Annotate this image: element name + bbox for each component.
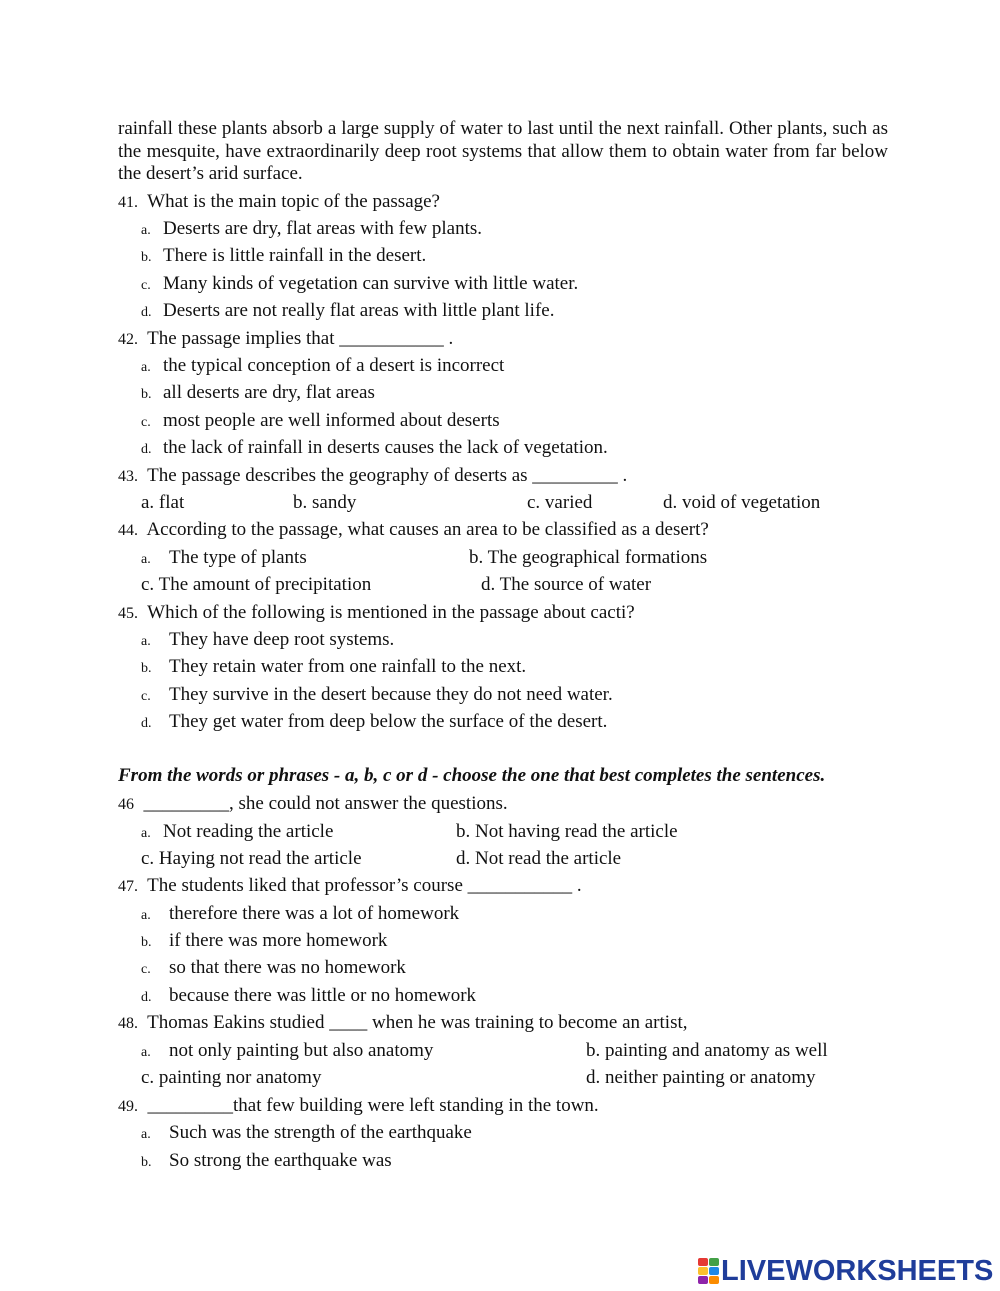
passage-end: rainfall these plants absorb a large supply of water to last until the next rainfall. Other plants, such as the mesquite, have extraordinarily deep root systems that allow them to obtain water from far below the desert’s arid surface. (118, 118, 888, 184)
option-48b[interactable]: b. painting and anatomy as well (586, 1040, 828, 1061)
question-number: 46 (118, 796, 134, 813)
question-number: 47. (118, 878, 138, 895)
option-44b[interactable]: b. The geographical formations (469, 547, 708, 568)
option-49b[interactable]: b. So strong the earthquake was (141, 1150, 392, 1171)
option-45d[interactable]: d. They get water from deep below the surface of the desert. (141, 711, 608, 732)
option-48d[interactable]: d. neither painting or anatomy (586, 1067, 816, 1088)
option-46a[interactable]: a. Not reading the article (141, 821, 334, 842)
question-45 (118, 602, 635, 625)
option-45a[interactable]: a. They have deep root systems. (141, 629, 395, 650)
question-46 (118, 793, 508, 816)
option-43b[interactable]: b. sandy (293, 492, 357, 513)
option-47d[interactable]: d. because there was little or no homework (141, 985, 477, 1006)
option-47c[interactable]: c. so that there was no homework (141, 957, 406, 978)
question-number: 45. (118, 605, 138, 622)
option-41d[interactable]: d. Deserts are not really flat areas with little plant life. (141, 300, 555, 321)
logo-block (709, 1267, 719, 1275)
option-42b[interactable]: b. all deserts are dry, flat areas (141, 382, 375, 403)
question-42 (118, 328, 453, 351)
question-number: 43. (118, 468, 138, 485)
section-instruction: From the words or phrases - a, b, c or d - choose the one that best completes the sentences. (118, 765, 826, 786)
option-41a[interactable]: a. Deserts are dry, flat areas with few plants. (141, 218, 483, 239)
option-41c[interactable]: c. Many kinds of vegetation can survive with little water. (141, 273, 579, 294)
question-text: The passage describes the geography of deserts as _________ . (147, 465, 628, 486)
question-number: 41. (118, 194, 138, 211)
option-43d[interactable]: d. void of vegetation (663, 492, 821, 513)
question-number: 48. (118, 1015, 138, 1032)
question-number: 44. (118, 522, 138, 539)
question-text: _________that few building were left standing in the town. (147, 1095, 599, 1116)
option-43c[interactable]: c. varied (527, 492, 593, 513)
option-46d[interactable]: d. Not read the article (456, 848, 622, 869)
option-45c[interactable]: c. They survive in the desert because they do not need water. (141, 684, 613, 705)
option-42a[interactable]: a. the typical conception of a desert is incorrect (141, 355, 505, 376)
logo-text: LIVEWORKSHEETS (721, 1254, 994, 1287)
option-42d[interactable]: d. the lack of rainfall in deserts causes the lack of vegetation. (141, 437, 608, 458)
logo-block (698, 1267, 708, 1275)
question-number: 42. (118, 331, 138, 348)
liveworksheets-logo (698, 1255, 993, 1287)
question-text: Which of the following is mentioned in the passage about cacti? (147, 602, 635, 623)
question-text: Thomas Eakins studied ____ when he was training to become an artist, (147, 1012, 688, 1033)
option-41b[interactable]: b. There is little rainfall in the desert. (141, 245, 427, 266)
question-41 (118, 191, 440, 214)
option-44a[interactable]: a. The type of plants (141, 547, 307, 568)
option-47b[interactable]: b. if there was more homework (141, 930, 388, 951)
option-48a[interactable]: a. not only painting but also anatomy (141, 1040, 434, 1061)
option-44c[interactable]: c. The amount of precipitation (141, 574, 372, 595)
option-45b[interactable]: b. They retain water from one rainfall to the next. (141, 656, 527, 677)
question-text: What is the main topic of the passage? (147, 191, 440, 212)
logo-blocks-icon (698, 1258, 719, 1284)
question-number: 49. (118, 1098, 138, 1115)
question-49 (118, 1095, 599, 1118)
question-text: The passage implies that ___________ . (147, 328, 454, 349)
option-49a[interactable]: a. Such was the strength of the earthquake (141, 1122, 472, 1143)
option-42c[interactable]: c. most people are well informed about deserts (141, 410, 500, 431)
logo-block (698, 1276, 708, 1284)
logo-block (709, 1258, 719, 1266)
question-text: The students liked that professor’s course ___________ . (147, 875, 582, 896)
question-text: According to the passage, what causes an area to be classified as a desert? (146, 519, 709, 540)
question-43 (118, 465, 627, 488)
question-48 (118, 1012, 688, 1035)
option-44d[interactable]: d. The source of water (481, 574, 652, 595)
question-44 (118, 519, 709, 542)
logo-block (698, 1258, 708, 1266)
option-48c[interactable]: c. painting nor anatomy (141, 1067, 322, 1088)
option-46b[interactable]: b. Not having read the article (456, 821, 678, 842)
question-47 (118, 875, 582, 898)
option-47a[interactable]: a. therefore there was a lot of homework (141, 903, 460, 924)
logo-block (709, 1276, 719, 1284)
option-43a[interactable]: a. flat (141, 492, 185, 513)
question-text: _________, she could not answer the questions. (143, 793, 508, 814)
option-46c[interactable]: c. Haying not read the article (141, 848, 362, 869)
